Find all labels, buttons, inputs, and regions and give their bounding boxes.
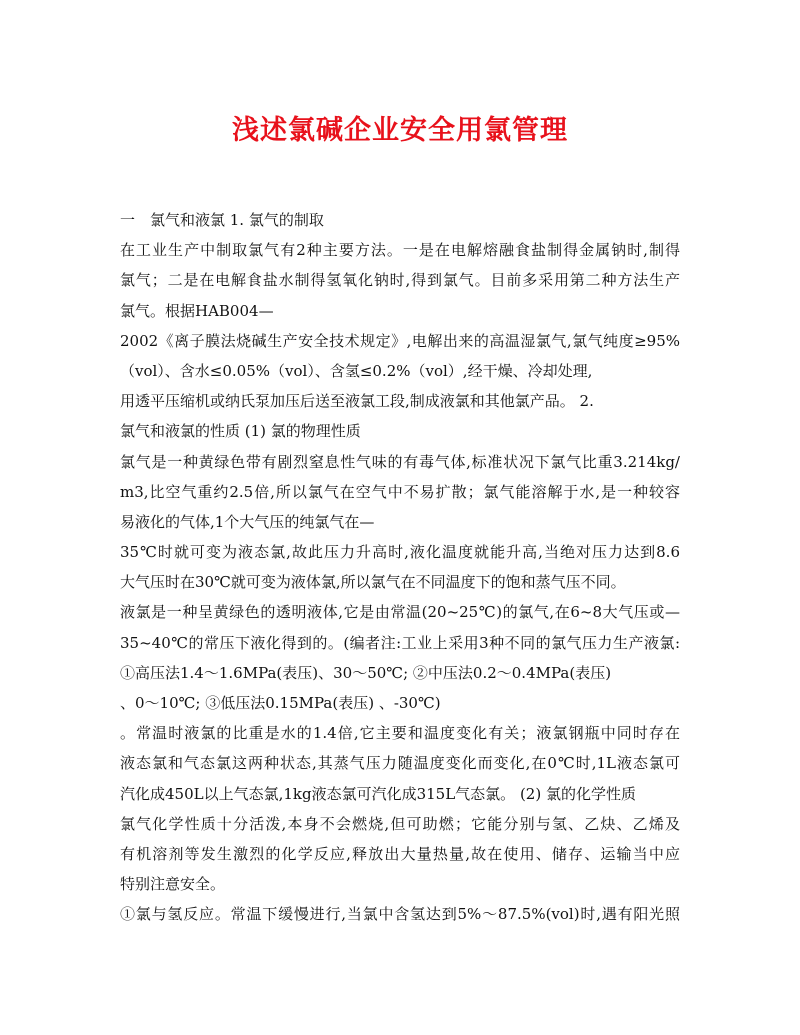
paragraph-line: 、0～10℃; ③低压法0.15MPa(表压) 、-30℃)	[120, 694, 441, 712]
paragraph-line: ①氯与氢反应。常温下缓慢进行,当氯中含氢达到5%～87.5%(vol)时,遇有阳光照	[120, 905, 680, 924]
document-title: 浅述氯碱企业安全用氯管理	[232, 115, 568, 146]
paragraph-line: 35℃时就可变为液态氯,故此压力升高时,液化温度就能升高,当绝对压力达到8.6	[120, 543, 680, 562]
paragraph-line: 用透平压缩机或纳氏泵加压后送至液氯工段,制成液氯和其他氯产品。 2.	[120, 392, 594, 411]
paragraph-line: 特别注意安全。	[120, 875, 226, 894]
section-heading: 一 氯气和液氯 1. 氯气的制取	[120, 211, 324, 229]
document-body	[120, 205, 680, 930]
paragraph-line: 35~40℃的常压下液化得到的。(编者注:工业上采用3种不同的氯气压力生产液氯:	[120, 633, 680, 652]
paragraph-line: 有机溶剂等发生激烈的化学反应,释放出大量热量,故在使用、储存、运输当中应	[120, 844, 680, 863]
paragraph-line: 氯气化学性质十分活泼,本身不会燃烧,但可助燃；它能分别与氢、乙炔、乙烯及	[120, 814, 680, 833]
paragraph-line: 液氯是一种呈黄绿色的透明液体,它是由常温(20~25℃)的氯气,在6~8大气压或—	[120, 603, 680, 622]
paragraph-line: 易液化的气体,1个大气压的纯氯气在—	[120, 512, 375, 531]
paragraph-line: 氯气；二是在电解食盐水制得氢氧化钠时,得到氯气。目前多采用第二种方法生产	[120, 271, 680, 290]
paragraph-line: 液态氯和气态氯这两种状态,其蒸气压力随温度变化而变化,在0℃时,1L液态氯可	[120, 754, 680, 773]
paragraph-line: 氯气是一种黄绿色带有剧烈窒息性气味的有毒气体,标准状况下氯气比重3.214kg/	[120, 452, 680, 471]
section-heading: 氯气和液氯的性质 (1) 氯的物理性质	[120, 422, 361, 441]
paragraph-line: 2002《离子膜法烧碱生产安全技术规定》,电解出来的高温湿氯气,氯气纯度≥95%	[120, 331, 680, 350]
paragraph-line: 在工业生产中制取氯气有2种主要方法。一是在电解熔融食盐制得金属钠时,制得	[120, 241, 680, 260]
paragraph-line: m3,比空气重约2.5倍,所以氯气在空气中不易扩散；氯气能溶解于水,是一种较容	[120, 482, 680, 501]
paragraph-line: （vol）、含水≤0.05%（vol）、含氢≤0.2%（vol）,经干燥、冷却处理,	[120, 361, 593, 380]
paragraph-line: 大气压时在30℃就可变为液体氯,所以氯气在不同温度下的饱和蒸气压不同。	[120, 573, 626, 592]
paragraph-line: 汽化成450L以上气态氯,1kg液态氯可汽化成315L气态氯。 (2) 氯的化学性质	[120, 784, 636, 803]
paragraph-line: ①高压法1.4～1.6MPa(表压)、30～50℃; ②中压法0.2～0.4MPa(表压)	[120, 663, 612, 682]
paragraph-line: 。常温时液氯的比重是水的1.4倍,它主要和温度变化有关；液氯钢瓶中同时存在	[120, 724, 680, 743]
paragraph-line: 氯气。根据HAB004—	[120, 301, 274, 320]
